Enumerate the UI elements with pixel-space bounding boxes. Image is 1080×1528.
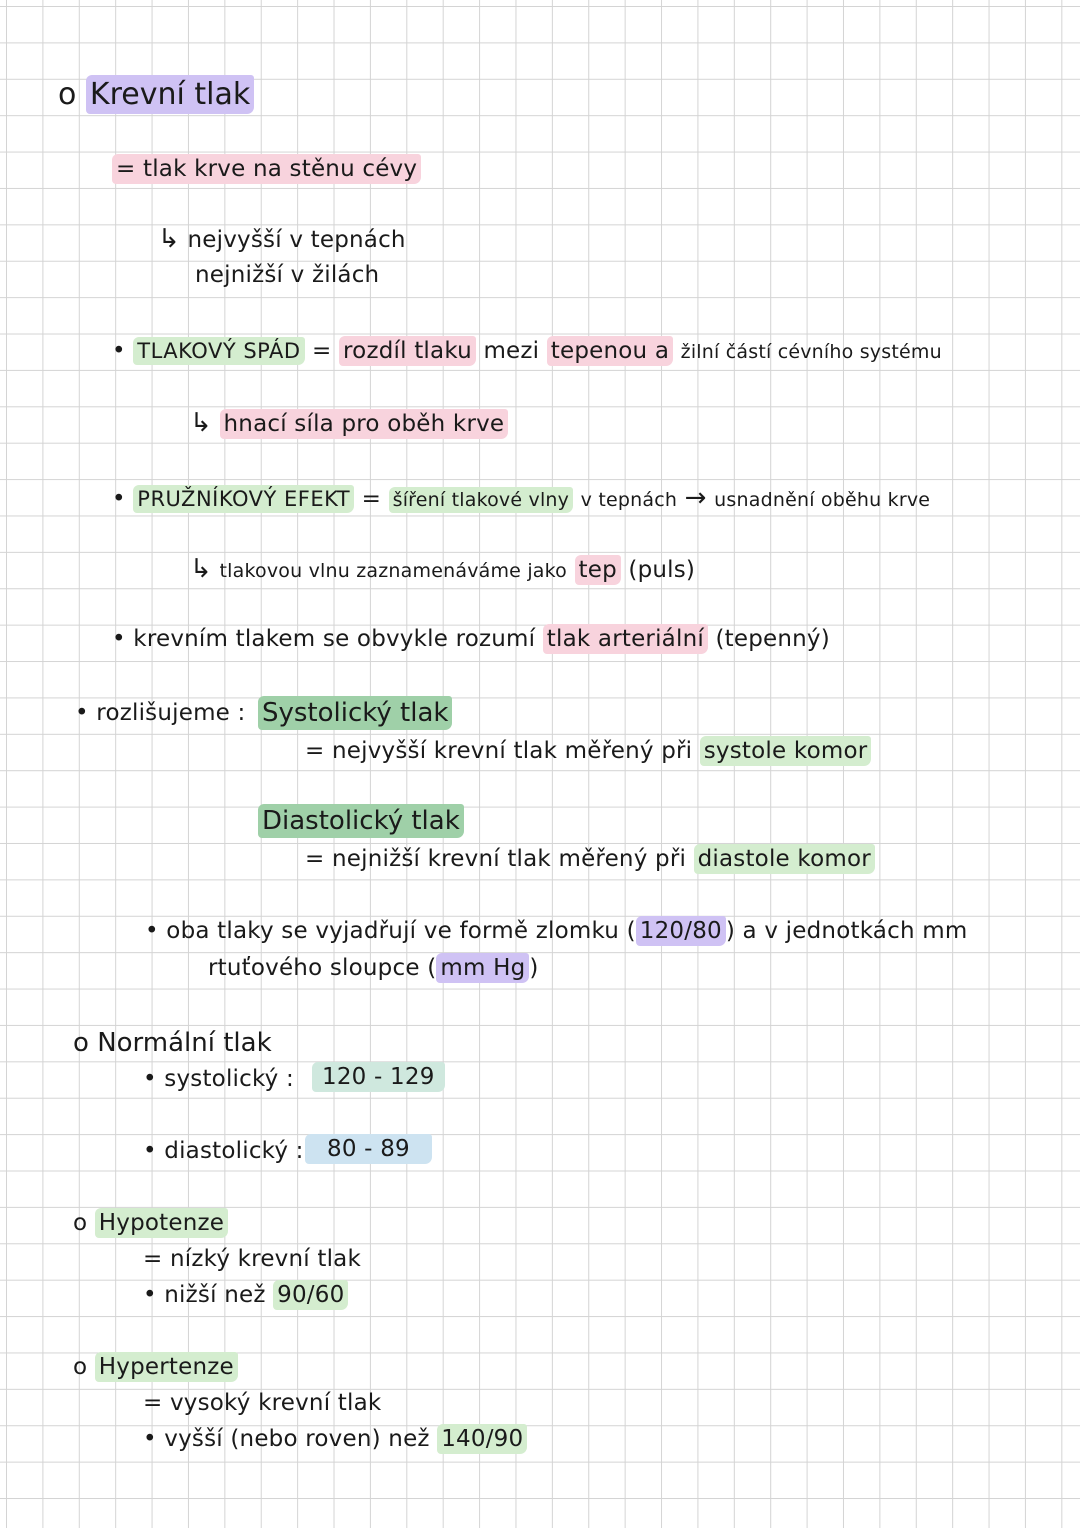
hypo-line2 [143,1284,348,1307]
sub-arrow-icon: ↳ [158,224,180,254]
normal-systolic-value-wrap [312,1066,445,1089]
right-arrow-icon: → [684,483,707,513]
highest-line [158,226,406,252]
hyper-line2-pre: • vyšší (nebo roven) než [143,1426,430,1452]
windkessel-sub [190,556,695,582]
pressure-drop-def-highlight: rozdíl tlaku [339,336,476,366]
hyper-title: Hypertenze [95,1352,238,1382]
diastolic-def-highlight: diastole komor [694,844,875,874]
normal-title-line [73,1030,272,1056]
bullet-dot: • [112,486,126,512]
pressure-drop-sub [190,410,508,436]
normal-diastolic-value-wrap [305,1138,432,1161]
windkessel-sub-highlight: tep [575,555,621,585]
diastolic-title [258,808,464,834]
arterial-pre: krevním tlakem se obvykle rozumí [133,626,536,652]
bullet-dot: • [112,626,126,652]
definition-text: = tlak krve na stěnu cévy [112,154,421,184]
bullet-dot: • [75,700,89,726]
pressure-drop-def-mid: mezi [483,338,540,364]
distinguish-label-line [75,702,246,725]
lowest-text: nejnižší v žilách [195,262,380,288]
hyper-title-line [73,1356,238,1379]
systolic-def-pre: = nejvyšší krevní tlak měřený při [305,738,693,764]
windkessel-result: usnadnění oběhu krve [714,489,931,511]
hypo-title-line [73,1212,228,1235]
format-line2-pre: rtuťového sloupce ( [208,955,437,981]
equals-sign: = [361,486,382,512]
hyper-bullet: o [73,1354,88,1380]
equals-sign: = [312,338,332,364]
normal-diastolic-value: 80 - 89 [305,1134,432,1164]
windkessel-term: PRUŽNÍKOVÝ EFEKT [133,485,354,513]
page-title: Krevní tlak [86,75,254,114]
diastolic-def-pre: = nejnižší krevní tlak měřený při [305,846,687,872]
definition [112,158,421,181]
systolic-def-highlight: systole komor [700,736,872,766]
windkessel-def-rest: v tepnách [580,489,678,511]
normal-title: Normální tlak [97,1028,272,1058]
arterial-post: (tepenný) [715,626,830,652]
systolic-def [305,740,871,763]
pressure-drop-def-highlight2: tepenou a [547,336,673,366]
windkessel-def-highlight: šíření tlakové vlny [389,487,574,513]
title-line [58,77,254,112]
pressure-drop-sub-text: hnací síla pro oběh krve [220,409,509,439]
normal-systolic-label: • systolický : [143,1066,294,1092]
hypo-line1: = nízký krevní tlak [143,1246,361,1272]
hypo-line2-highlight: 90/60 [273,1280,348,1310]
sub-arrow-icon: ↳ [190,554,212,584]
hyper-line2-highlight: 140/90 [437,1424,527,1454]
diastolic-def [305,848,875,871]
hypo-bullet: o [73,1210,88,1236]
arterial-line [112,628,830,651]
highest-text: nejvyšší v tepnách [187,227,406,253]
hypo-title: Hypotenze [95,1208,228,1238]
pressure-drop-def-rest: žilní částí cévního systému [680,341,942,363]
systolic-title-text: Systolický tlak [258,696,452,730]
format-line1-post: ) a v jednotkách mm [725,918,968,944]
pressure-drop-line [112,340,942,363]
title-bullet: o [58,77,77,112]
windkessel-sub-end: (puls) [628,557,696,583]
diastolic-title-text: Diastolický tlak [258,804,464,838]
format-line1-pre: oba tlaky se vyjadřují ve formě zlomku ( [166,918,636,944]
hyper-line2 [143,1428,527,1451]
format-line2-highlight: mm Hg [436,953,529,983]
arterial-highlight: tlak arteriální [543,624,708,654]
format-line2-post: ) [529,955,539,981]
windkessel-line [112,485,930,511]
hyper-line1: = vysoký krevní tlak [143,1390,382,1416]
bullet-dot: • [145,918,159,944]
normal-bullet: o [73,1028,89,1058]
hypo-line2-pre: • nižší než [143,1282,266,1308]
normal-systolic-value: 120 - 129 [312,1062,445,1092]
format-line-1 [145,920,967,943]
systolic-title [258,700,452,726]
distinguish-label: rozlišujeme : [96,700,246,726]
pressure-drop-term: TLAKOVÝ SPÁD [133,337,304,365]
bullet-dot: • [112,338,126,364]
format-line1-highlight: 120/80 [636,916,726,946]
sub-arrow-icon: ↳ [190,408,212,438]
normal-diastolic-label: • diastolický : [143,1138,304,1164]
windkessel-sub-text: tlakovou vlnu zaznamenáváme jako [219,560,567,582]
format-line-2 [208,957,539,980]
